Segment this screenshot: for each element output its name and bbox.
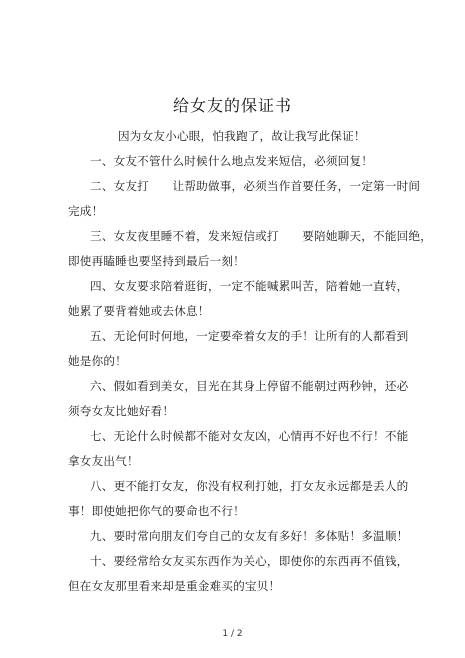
text-line: 六、假如看到美女，目光在其身上停留不能朝过两秒钟，还必	[90, 379, 409, 393]
text-line: 她累了要背着她或去休息！	[68, 304, 210, 318]
text-line: 拿女友出气！	[68, 454, 139, 468]
text-line: 即使再瞌睡也要坚持到最后一刻！	[68, 254, 245, 268]
text-line: 十、要经常给女友买东西作为关心，即使你的东西再不值钱，	[90, 554, 409, 568]
text-line: 她是你的！	[68, 354, 127, 368]
text-line: 一、女友不管什么时候什么地点发来短信，必须回复！	[90, 154, 374, 168]
document-title: 给女友的保证书	[172, 96, 292, 115]
page-number: 1 / 2	[222, 629, 243, 639]
text-line: 事！即使她把你气的要命也不行！	[68, 504, 245, 518]
text-line: 八、更不能打女友，你没有权利打她，打女友永远都是丢人的	[90, 479, 409, 493]
text-line: 七、无论什么时候都不能对女友凶，心情再不好也不行！不能	[90, 429, 409, 443]
text-line: 因为女友小心眼，怕我跑了，故让我写此保证！	[118, 129, 366, 143]
text-line: 三、女友夜里睡不着，发来短信或打 要陪她聊天，不能回绝，	[90, 229, 433, 243]
text-line: 五、无论何时何地，一定要牵着女友的手！让所有的人都看到	[90, 329, 409, 343]
text-line: 但在女友那里看来却是重金难买的宝贝！	[68, 579, 281, 593]
text-line: 须夸女友比她好看！	[68, 404, 175, 418]
text-line: 四、女友要求陪着逛街，一定不能喊累叫苦，陪着她一直转，	[90, 279, 409, 293]
text-line: 完成！	[68, 204, 104, 218]
text-line: 九、要时常向朋友们夸自己的女友有多好！多体贴！多温顺！	[90, 529, 409, 543]
text-line: 二、女友打 让帮助做事，必须当作首要任务，一定第一时间	[90, 179, 421, 193]
